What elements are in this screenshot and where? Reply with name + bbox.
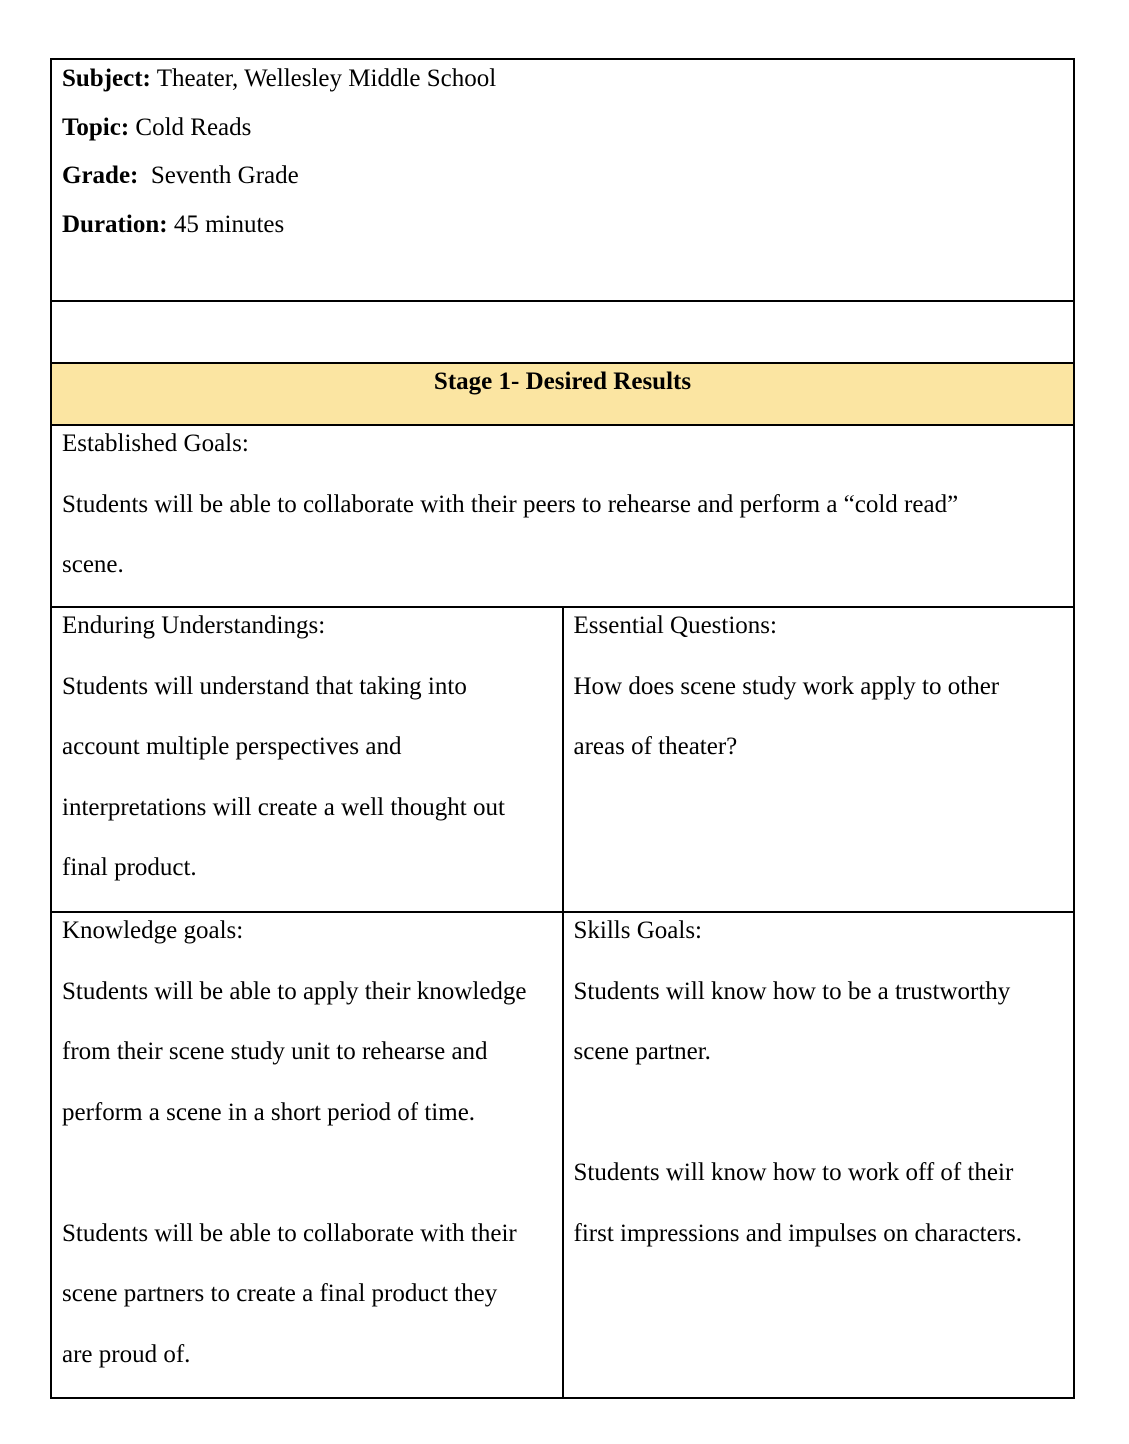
skills-goals-label: Skills Goals: [573,917,702,944]
established-goals-label: Established Goals: [62,430,249,457]
established-goals-cell [51,425,1074,607]
established-goals-row [51,425,1074,607]
enduring-understandings-line2: account multiple perspectives and [62,733,402,760]
essential-questions-line2: areas of theater? [573,733,738,760]
established-goals-text-line2: scene. [62,551,124,578]
enduring-understandings-line3: interpretations will create a well thought out [62,793,505,821]
skills-goals-para1-line1: Students will know how to be a trustworthy [573,977,1011,1005]
understandings-questions-row [51,607,1074,912]
grade-label: Grade: [62,162,139,189]
knowledge-goals-para1-line3: perform a scene in a short period of time. [62,1098,476,1126]
knowledge-goals-para2-line3: are proud of. [62,1340,191,1368]
established-goals-text-line1: Students will be able to collaborate with their peers to rehearse and perform a “cold read” [62,490,959,518]
paragraph-spacer [62,1143,552,1204]
knowledge-goals-para2-line1: Students will be able to collaborate with their [62,1219,517,1247]
topic-label: Topic: [62,113,130,141]
knowledge-goals-cell [51,912,563,1398]
lesson-info-cell [51,59,1074,301]
blank-cell [51,301,1074,363]
skills-goals-para1-line2: scene partner. [573,1038,711,1065]
knowledge-goals-para2-line2: scene partners to create a final product they [62,1280,498,1307]
enduring-understandings-label: Enduring Understandings: [62,612,326,639]
topic-value: Cold Reads [129,113,252,141]
enduring-understandings-line4: final product. [62,854,197,881]
subject-label: Subject: [62,65,151,92]
lesson-plan-table [50,58,1075,1399]
knowledge-goals-label: Knowledge goals: [62,917,244,944]
blank-row [51,301,1074,363]
skills-goals-para2-line1: Students will know how to work off of their [573,1159,1014,1186]
essential-questions-label: Essential Questions: [573,612,777,639]
knowledge-skills-row [51,912,1074,1398]
lesson-info-row [51,59,1074,301]
skills-goals-cell [563,912,1075,1398]
subject-value: Theater, Wellesley Middle School [150,65,497,92]
duration-line [62,195,1063,256]
duration-label: Duration: [62,210,168,238]
essential-questions-line1: How does scene study work apply to other [573,672,1000,700]
duration-value: 45 minutes [167,210,285,238]
knowledge-goals-para1-line2: from their scene study unit to rehearse and [62,1038,488,1065]
enduring-understandings-line1: Students will understand that taking into [62,672,467,700]
skills-goals-para2-line2: first impressions and impulses on characters. [573,1219,1023,1247]
essential-questions-cell [563,607,1075,912]
grade-value: Seventh Grade [138,162,299,189]
knowledge-goals-para1-line1: Students will be able to apply their knowledge [62,977,527,1005]
stage-heading: Stage 1- Desired Results [51,363,1074,425]
enduring-understandings-cell [51,607,563,912]
paragraph-spacer [574,1083,1064,1144]
